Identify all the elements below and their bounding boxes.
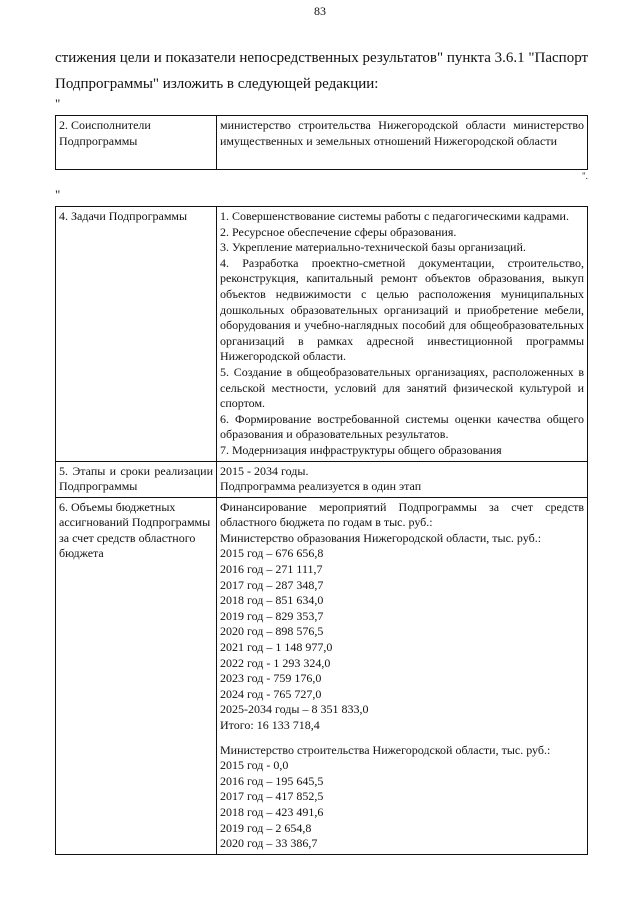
opening-quote-2: ": [55, 187, 61, 202]
budget-row: 2025-2034 годы – 8 351 833,0: [220, 702, 369, 717]
closing-quote: ".: [582, 171, 588, 181]
task-item: 6. Формирование востребованной системы оценки качества общего образования и образовательных результатов.: [220, 411, 584, 442]
budget-row: 2021 год – 1 148 977,0: [220, 640, 333, 655]
task-item: 4. Разработка проектно-сметной документации, строительство, реконструкция, капитальный ремонт объектов образования, выкуп объектов недвижимости с целью расположения муниципальных дошкольных образовательных организаций и приобретение мебели, оборудования и учебно-наглядных пособий для общеобразовательных организаций в рамках адресной инвестиционной программы Нижегородской области.: [220, 255, 584, 364]
intro-line-1: стижения цели и показатели непосредственных результатов" пункта 3.6.1 "Паспорт: [55, 50, 589, 66]
coexecutors-value: министерство строительства Нижегородской области министерство имущественных и земельных отношений Нижегородской области: [217, 116, 588, 170]
budget-row: 2018 год – 851 634,0: [220, 593, 324, 608]
opening-quote-1: ": [55, 96, 61, 111]
budget-row: 2015 год - 0,0: [220, 758, 289, 773]
passport-table: [55, 206, 588, 855]
budget-row: 2022 год - 1 293 324,0: [220, 655, 331, 670]
task-item: 7. Модернизация инфраструктуры общего образования: [220, 442, 502, 457]
spacer: [220, 734, 584, 743]
budget-row: 2020 год – 898 576,5: [220, 624, 324, 639]
ministry-construction-title: Министерство строительства Нижегородской области, тыс. руб.:: [220, 742, 551, 757]
budget-row: 2024 год - 765 727,0: [220, 686, 322, 701]
budget-row: 2016 год – 271 111,7: [220, 562, 323, 577]
budget-total: Итого: 16 133 718,4: [220, 718, 320, 732]
tasks-label: 4. Задачи Подпрограммы: [56, 207, 217, 462]
budget-row: 2016 год – 195 645,5: [220, 773, 324, 788]
task-item: 2. Ресурсное обеспечение сферы образования.: [220, 224, 457, 239]
table-row: [56, 461, 588, 497]
budget-row: 2017 год – 417 852,5: [220, 789, 324, 804]
table-row: [56, 116, 588, 170]
task-item: 1. Совершенствование системы работы с педагогическими кадрами.: [220, 209, 569, 223]
task-item: 5. Создание в общеобразовательных организациях, расположенных в сельской местности, условий для занятий физической культурой и спортом.: [220, 364, 584, 411]
coexecutors-table: [55, 115, 588, 170]
task-item: 3. Укрепление материально-технической базы организаций.: [220, 240, 526, 255]
budget-row: 2015 год – 676 656,8: [220, 546, 324, 561]
budget-row: 2018 год – 423 491,6: [220, 804, 324, 819]
table-row: [56, 497, 588, 854]
stages-note: Подпрограмма реализуется в один этап: [220, 479, 422, 494]
ministry-education-title: Министерство образования Нижегородской области, тыс. руб.:: [220, 530, 542, 545]
budget-row: 2019 год – 2 654,8: [220, 820, 312, 835]
budget-row: 2020 год – 33 386,7: [220, 836, 318, 851]
budget-row: 2017 год – 287 348,7: [220, 577, 324, 592]
budget-row: 2019 год – 829 353,7: [220, 608, 324, 623]
table-row: [56, 207, 588, 462]
stages-cell: [217, 461, 588, 497]
budget-cell: [217, 497, 588, 854]
budget-label: 6. Объемы бюджетных ассигнований Подпрограммы за счет средств областного бюджета: [56, 497, 217, 854]
budget-row: 2023 год - 759 176,0: [220, 671, 322, 686]
stages-period: 2015 - 2034 годы.: [220, 463, 309, 478]
page-number: 83: [314, 4, 326, 18]
stages-label: 5. Этапы и сроки реализации Подпрограммы: [56, 461, 217, 497]
tasks-cell: [217, 207, 588, 462]
coexecutors-label: 2. Соисполнители Подпрограммы: [56, 116, 217, 170]
intro-line-2: Подпрограммы" изложить в следующей редакции:: [55, 76, 379, 92]
budget-intro: Финансирование мероприятий Подпрограммы за счет средств областного бюджета по годам в тыс. руб.:: [220, 499, 584, 530]
